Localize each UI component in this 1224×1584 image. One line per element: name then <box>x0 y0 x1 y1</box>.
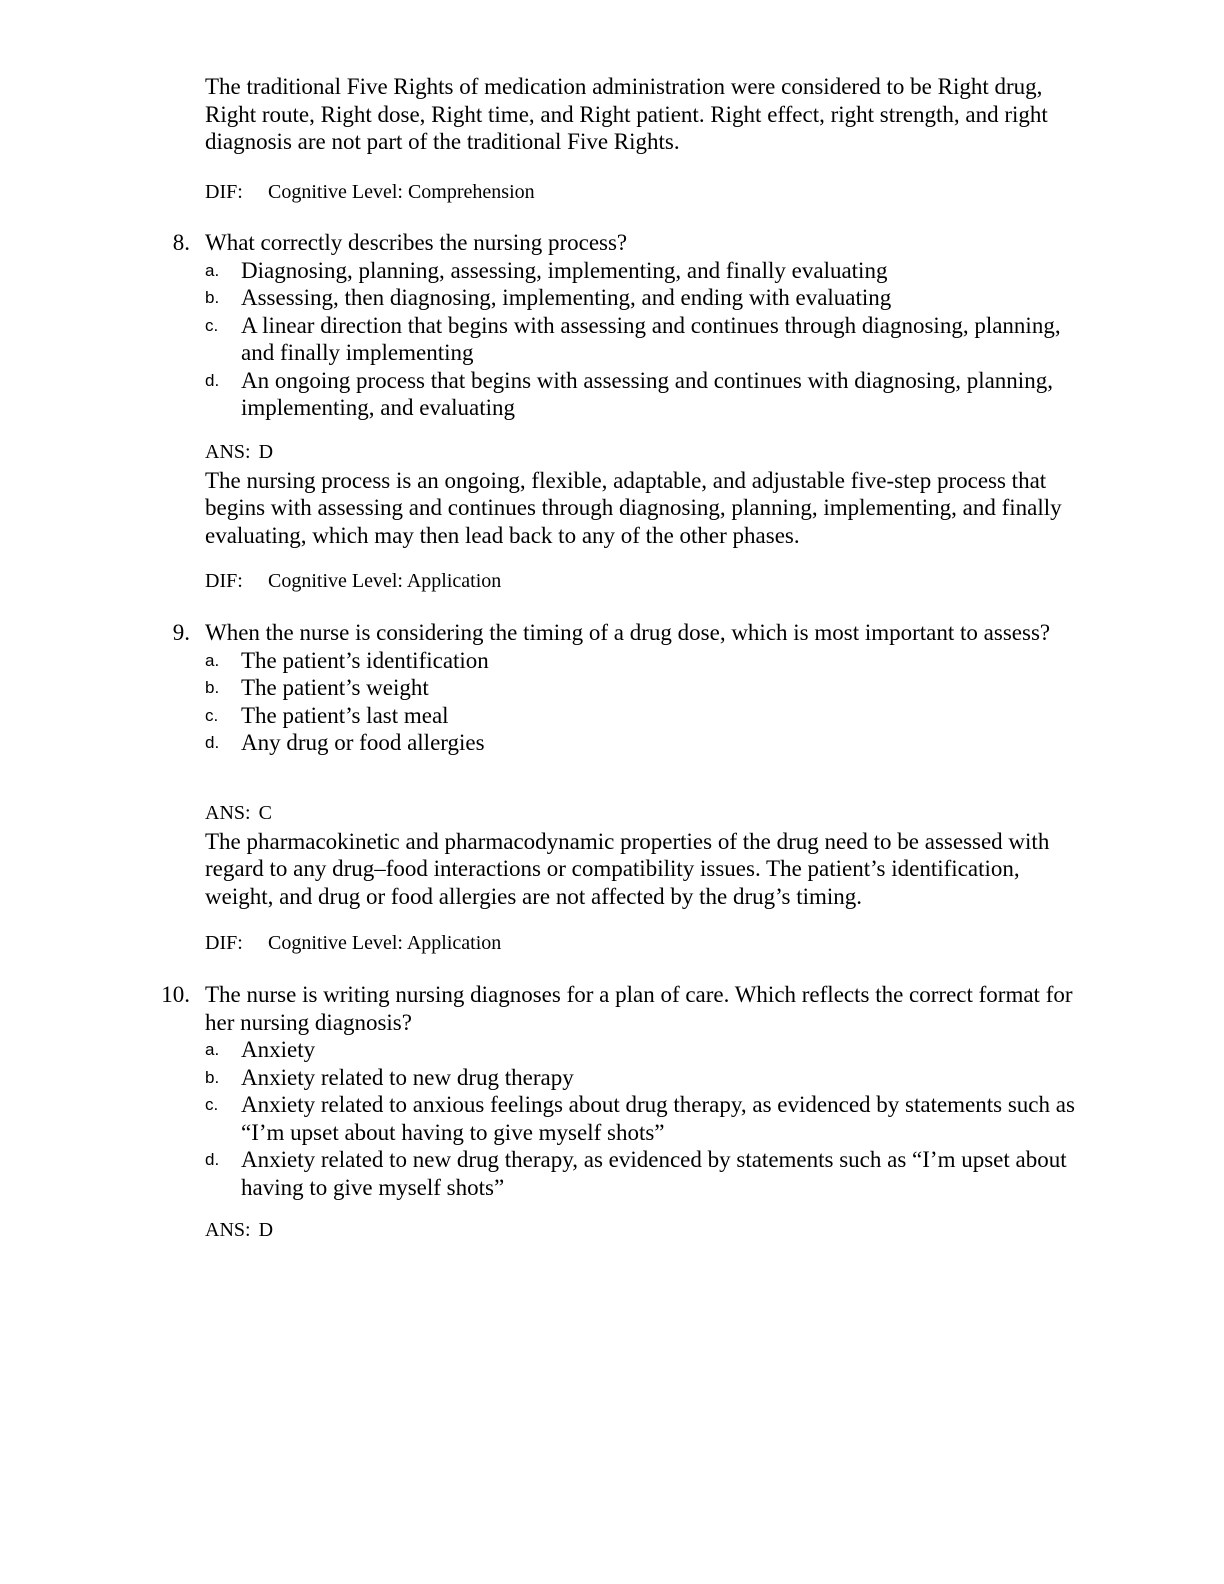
question-number: 9. <box>172 620 190 645</box>
option-letter: a. <box>205 1040 220 1059</box>
option-b <box>150 674 1085 702</box>
ans-letter: D <box>258 441 274 463</box>
option-a <box>150 1036 1085 1064</box>
option-letter: a. <box>205 650 220 670</box>
ans-label: ANS: <box>205 1219 251 1241</box>
dif-label: DIF: <box>205 570 243 592</box>
option-text: Anxiety related to anxious feelings about drug therapy, as evidenced by statements such as “I’m upset about having to give myself shots” <box>241 1092 1075 1145</box>
dif-value: Cognitive Level: Application <box>268 932 502 954</box>
answer-rationale: The pharmacokinetic and pharmacodynamic properties of the drug need to be assessed with regard to any drug–food interactions or compatibility issues. The patient’s identification, weight, and drug or food allergies are not affected by the drug’s timing. <box>205 828 1050 909</box>
option-text: Anxiety related to new drug therapy <box>241 1064 574 1090</box>
question-number: 8. <box>172 230 190 255</box>
option-letter: b. <box>205 288 220 307</box>
ans-letter: C <box>258 802 272 824</box>
option-letter: b. <box>205 1067 220 1087</box>
dif-value: Cognitive Level: Application <box>268 570 502 592</box>
option-letter: c. <box>205 705 219 725</box>
option-text: An ongoing process that begins with assessing and continues with diagnosing, planning, implementing, and evaluating <box>241 367 1053 420</box>
answer-9 <box>205 798 1085 910</box>
option-d <box>150 367 1085 422</box>
option-a <box>150 257 1085 285</box>
ans-letter: D <box>258 1219 274 1241</box>
question-stem-row <box>150 619 1085 647</box>
question-stem: When the nurse is considering the timing of a drug dose, which is most important to assess? <box>205 620 1051 645</box>
option-letter: d. <box>205 370 220 390</box>
dif-label: DIF: <box>205 932 243 954</box>
option-letter: c. <box>205 315 219 335</box>
option-letter: a. <box>205 260 220 280</box>
option-letter: d. <box>205 1150 220 1169</box>
option-b <box>150 284 1085 312</box>
option-text: Anxiety <box>241 1037 316 1062</box>
option-letter: b. <box>205 678 220 697</box>
option-a <box>150 647 1085 675</box>
ans-label: ANS: <box>205 441 251 463</box>
option-text: A linear direction that begins with assessing and continues through diagnosing, planning, and finally implementing <box>241 312 1061 365</box>
option-text: The patient’s identification <box>241 647 489 673</box>
option-c <box>150 1091 1085 1146</box>
option-text: The patient’s weight <box>241 675 429 700</box>
intro-rationale: The traditional Five Rights of medication administration were considered to be Right drug, Right route, Right dose, Right time, and Right patient. Right effect, right strength, and right diagnosis are not part of the traditional Five Rights. <box>205 74 1048 154</box>
option-b <box>150 1064 1085 1092</box>
option-text: Any drug or food allergies <box>241 730 485 755</box>
answer-line <box>205 437 1085 467</box>
option-text: The patient’s last meal <box>241 702 449 728</box>
question-stem: What correctly describes the nursing process? <box>205 230 628 255</box>
dif-value: Cognitive Level: Comprehension <box>268 181 535 203</box>
option-letter: c. <box>205 1095 219 1114</box>
intro-rationale-block <box>205 73 1085 156</box>
option-text: Diagnosing, planning, assessing, implementing, and finally evaluating <box>241 257 888 283</box>
answer-line <box>205 1215 1085 1245</box>
dif-line-9 <box>205 931 501 955</box>
question-8 <box>150 229 1085 422</box>
answer-10 <box>205 1215 1085 1245</box>
question-stem: The nurse is writing nursing diagnoses for a plan of care. Which reflects the correct format for her nursing diagnosis? <box>205 982 1073 1035</box>
question-10 <box>150 981 1085 1201</box>
intro-dif-line <box>205 180 535 204</box>
option-c <box>150 312 1085 367</box>
answer-line <box>205 798 1085 828</box>
question-stem-row <box>150 981 1085 1036</box>
option-text: Assessing, then diagnosing, implementing, and ending with evaluating <box>241 285 892 310</box>
dif-line-8 <box>205 569 501 593</box>
question-9 <box>150 619 1085 757</box>
option-letter: d. <box>205 733 220 752</box>
dif-label: DIF: <box>205 181 243 203</box>
question-stem-row <box>150 229 1085 257</box>
option-d <box>150 1146 1085 1201</box>
question-number: 10. <box>161 982 190 1007</box>
answer-rationale: The nursing process is an ongoing, flexible, adaptable, and adjustable five-step process that begins with assessing and continues through diagnosing, planning, implementing, and finally evaluating, which may then lead back to any of the other phases. <box>205 467 1062 548</box>
option-d <box>150 729 1085 757</box>
option-text: Anxiety related to new drug therapy, as evidenced by statements such as “I’m upset about having to give myself shots” <box>241 1147 1067 1200</box>
ans-label: ANS: <box>205 802 251 824</box>
option-c <box>150 702 1085 730</box>
answer-8 <box>205 437 1085 549</box>
